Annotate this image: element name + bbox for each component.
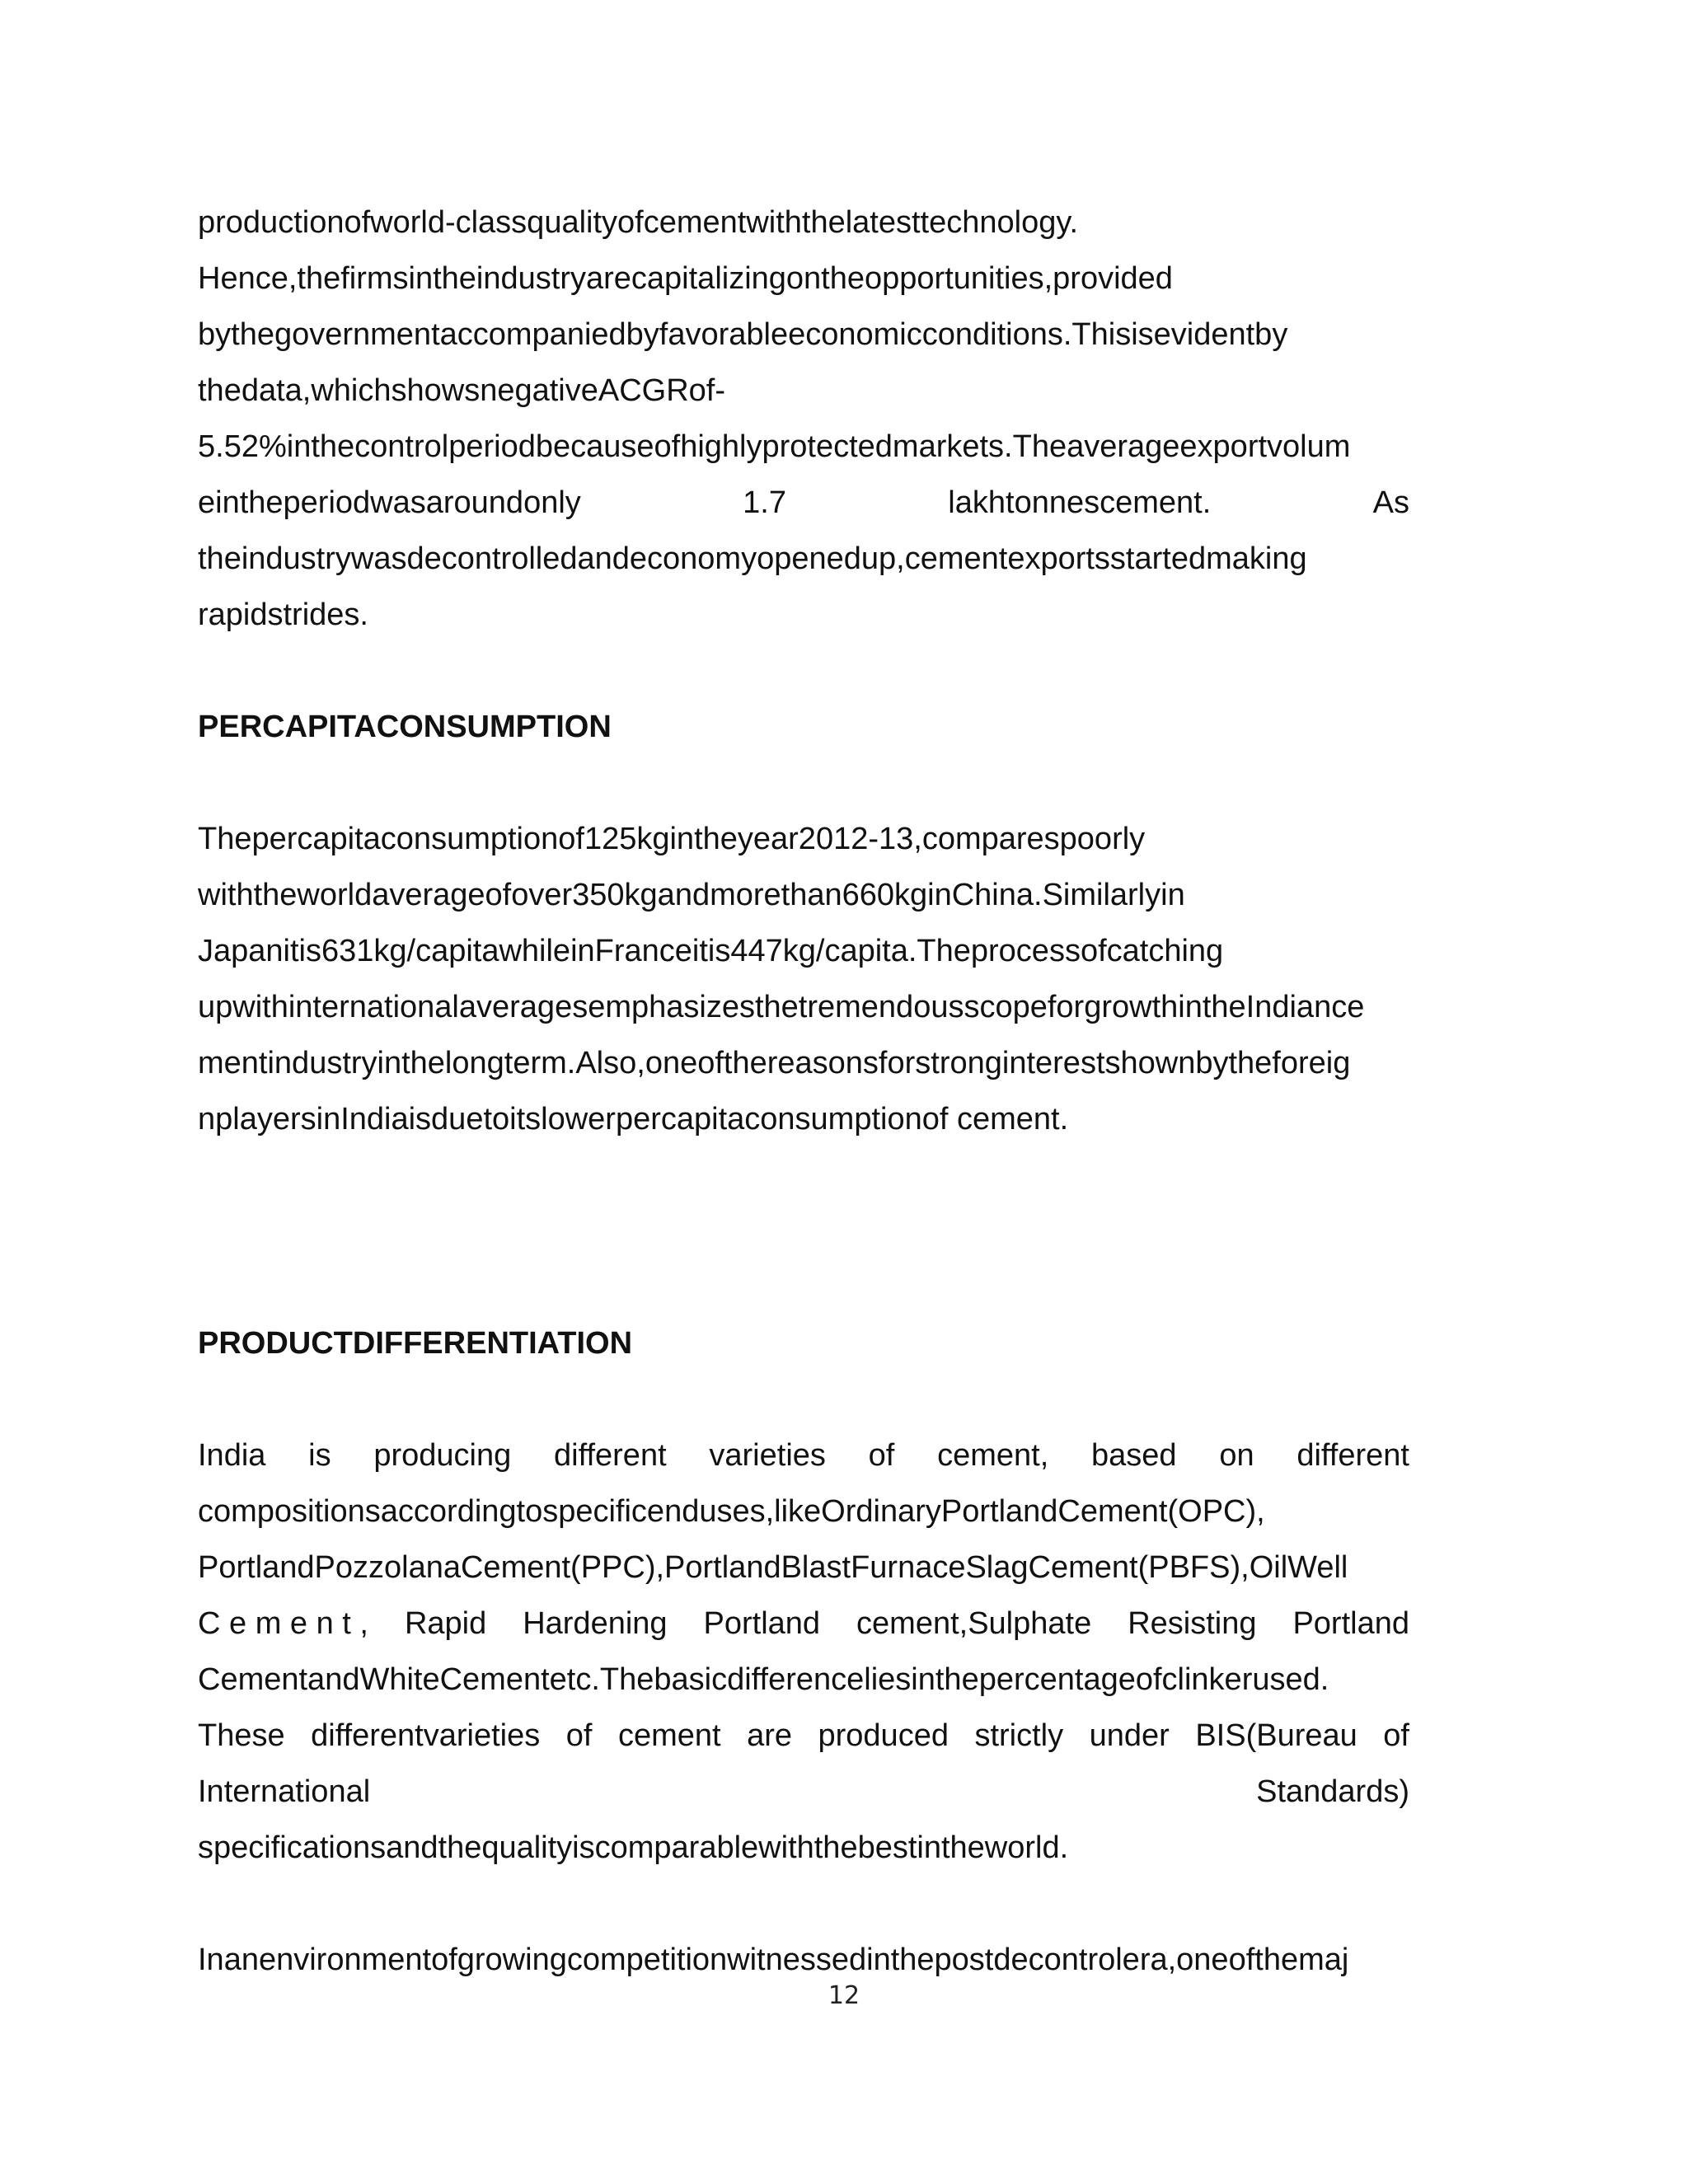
paragraph-line: 5.52%inthecontrolperiodbecauseofhighlyprotectedmarkets.Theaverageexportvolum — [198, 429, 1351, 464]
paragraph-line: specificationsandthequalityiscomparablewiththebestintheworld. — [198, 1830, 1069, 1865]
paragraph-line: Thepercapitaconsumptionof125kgintheyear2012-13,comparespoorly — [198, 822, 1146, 856]
word: differentvarieties — [311, 1718, 541, 1753]
paragraph-line: withtheworldaverageofover350kgandmorethan660kginChina.Similarlyin — [198, 878, 1185, 912]
paragraph-line: compositionsaccordingtospecificenduses,likeOrdinaryPortlandCement(OPC), — [198, 1494, 1265, 1529]
word: cement — [617, 1718, 721, 1753]
word: Portland — [1292, 1606, 1409, 1641]
section-heading-product: PRODUCTDIFFERENTIATION — [198, 1326, 633, 1361]
word: Rapid — [404, 1606, 487, 1641]
word: cement,Sulphate — [856, 1606, 1092, 1641]
word: based — [1091, 1438, 1177, 1473]
word: 1.7 — [743, 485, 786, 520]
word: different — [1296, 1438, 1409, 1473]
word: Standards) — [1256, 1774, 1409, 1809]
percapita-paragraph — [198, 811, 1409, 1147]
word: strictly — [974, 1718, 1064, 1753]
paragraph-line: PortlandPozzolanaCement(PPC),PortlandBlastFurnaceSlagCement(PBFS),OilWell — [198, 1550, 1348, 1585]
word: Resisting — [1128, 1606, 1257, 1641]
paragraph-line: bythegovernmentaccompaniedbyfavorableeconomicconditions.Thisisevidentby — [198, 317, 1288, 352]
word: produced — [818, 1718, 949, 1753]
paragraph-line: mentindustryinthelongterm.Also,oneofthereasonsforstronginterestshownbytheforeig — [198, 1046, 1351, 1080]
paragraph-line: Hence,thefirmsintheindustryarecapitalizingontheopportunities,provided — [198, 261, 1173, 296]
word: C e m e n t , — [198, 1606, 368, 1641]
word: producing — [373, 1438, 512, 1473]
word: As — [1372, 485, 1409, 520]
justified-line — [198, 1764, 1409, 1820]
top-paragraph — [198, 194, 1409, 643]
paragraph-line: theindustrywasdecontrolledandeconomyopenedup,cementexportsstartedmaking — [198, 541, 1307, 576]
word: of — [1383, 1718, 1409, 1753]
word: of — [565, 1718, 593, 1753]
paragraph-line: thedata,whichshowsnegativeACGRof- — [198, 373, 726, 408]
justified-line — [198, 1708, 1409, 1764]
justified-line — [198, 475, 1409, 531]
paragraph-line: nplayersinIndiaisduetoitslowerpercapitaconsumptionof cement. — [198, 1102, 1069, 1137]
justified-line — [198, 1596, 1409, 1652]
paragraph-line: productionofworld-classqualityofcementwiththelatesttechnology. — [198, 205, 1079, 240]
word: cement, — [937, 1438, 1049, 1473]
word: is — [308, 1438, 331, 1473]
word: varieties — [709, 1438, 826, 1473]
word: India — [198, 1438, 266, 1473]
word: These — [198, 1718, 285, 1753]
paragraph-line: Japanitis631kg/capitawhileinFranceitis447kg/capita.Theprocessofcatching — [198, 934, 1224, 968]
word: different — [554, 1438, 667, 1473]
section-heading-percapita: PERCAPITACONSUMPTION — [198, 710, 612, 744]
word: of — [868, 1438, 895, 1473]
word: are — [747, 1718, 792, 1753]
justified-line — [198, 1427, 1409, 1483]
word: under — [1089, 1718, 1170, 1753]
word: Hardening — [523, 1606, 668, 1641]
product-paragraph — [198, 1427, 1409, 1876]
paragraph-line: rapidstrides. — [198, 598, 368, 632]
word: eintheperiodwasaroundonly — [198, 485, 581, 520]
paragraph-line: CementandWhiteCementetc.Thebasicdifferenceliesinthepercentageofclinkerused. — [198, 1662, 1329, 1697]
page-number: 12 — [828, 1981, 860, 2010]
word: lakhtonnescement. — [948, 485, 1212, 520]
page-content — [198, 194, 1409, 1988]
paragraph-line: upwithinternationalaveragesemphasizesthetremendousscopeforgrowthintheIndiance — [198, 990, 1365, 1024]
word: International — [198, 1774, 371, 1809]
word: Portland — [703, 1606, 821, 1641]
word: on — [1219, 1438, 1254, 1473]
word: BIS(Bureau — [1195, 1718, 1357, 1753]
paragraph-line: Inanenvironmentofgrowingcompetitionwitnessedinthepostdecontrolera,oneofthemaj — [198, 1943, 1349, 1977]
